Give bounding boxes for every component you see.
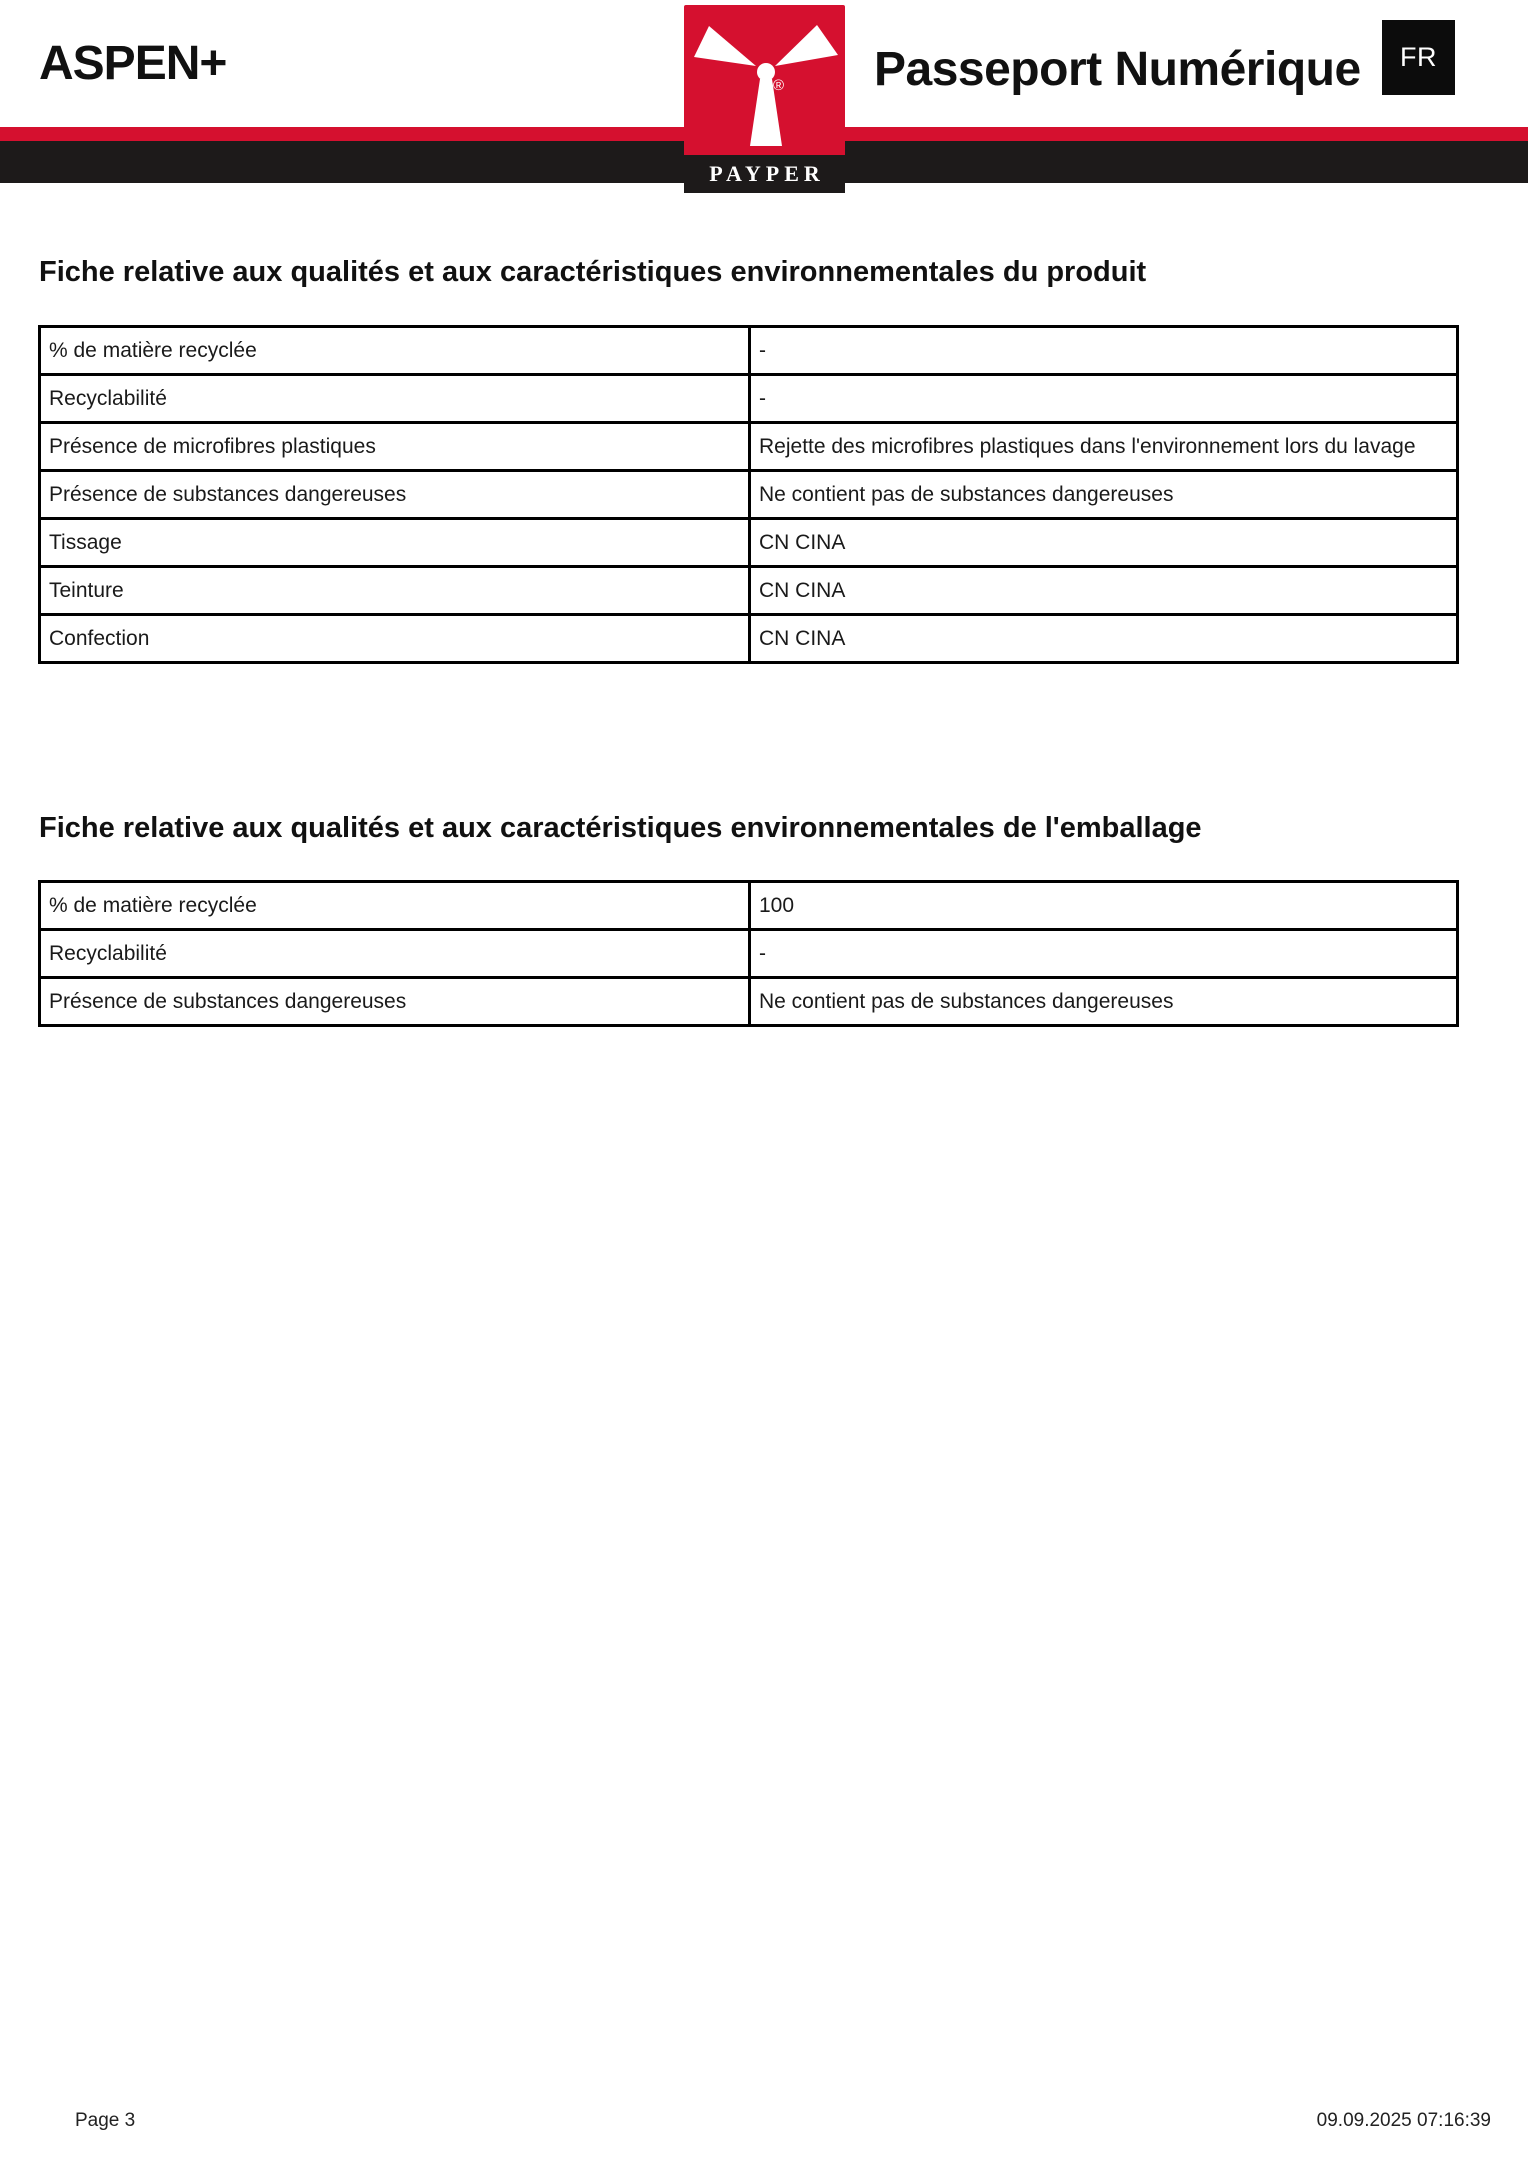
payper-wordmark: PAYPER: [684, 155, 845, 193]
row-value: CN CINA: [750, 519, 1458, 567]
table-row: [40, 567, 1458, 615]
table-row: [40, 882, 1458, 930]
table-row: [40, 978, 1458, 1026]
row-label: % de matière recyclée: [40, 882, 750, 930]
generation-timestamp: 09.09.2025 07:16:39: [1316, 2110, 1491, 2131]
windmill-icon: [684, 5, 845, 155]
row-value: CN CINA: [750, 567, 1458, 615]
row-value: -: [750, 375, 1458, 423]
row-label: Confection: [40, 615, 750, 663]
table-row: [40, 930, 1458, 978]
row-value: -: [750, 930, 1458, 978]
table-row: [40, 423, 1458, 471]
row-value: Ne contient pas de substances dangereuses: [750, 471, 1458, 519]
row-value: CN CINA: [750, 615, 1458, 663]
language-badge-label: FR: [1400, 42, 1437, 72]
table-row: [40, 519, 1458, 567]
svg-text:®: ®: [773, 77, 785, 94]
section-title-packaging: Fiche relative aux qualités et aux caractéristiques environnementales de l'emballage: [39, 812, 1202, 844]
packaging-environment-table: [38, 880, 1459, 1027]
table-row: [40, 471, 1458, 519]
section-title-product: Fiche relative aux qualités et aux caractéristiques environnementales du produit: [39, 256, 1147, 288]
row-value: -: [750, 327, 1458, 375]
table-row: [40, 327, 1458, 375]
table-row: [40, 375, 1458, 423]
product-environment-table: [38, 325, 1459, 664]
row-label: Tissage: [40, 519, 750, 567]
row-value: Rejette des microfibres plastiques dans l'environnement lors du lavage: [750, 423, 1458, 471]
row-value: Ne contient pas de substances dangereuses: [750, 978, 1458, 1026]
language-badge: [1382, 20, 1455, 95]
page-number: Page 3: [75, 2110, 136, 2131]
row-label: % de matière recyclée: [40, 327, 750, 375]
row-label: Présence de substances dangereuses: [40, 471, 750, 519]
table-row: [40, 615, 1458, 663]
row-value: 100: [750, 882, 1458, 930]
row-label: Teinture: [40, 567, 750, 615]
row-label: Présence de substances dangereuses: [40, 978, 750, 1026]
row-label: Recyclabilité: [40, 375, 750, 423]
row-label: Recyclabilité: [40, 930, 750, 978]
row-label: Présence de microfibres plastiques: [40, 423, 750, 471]
payper-logo: [684, 5, 845, 193]
page-title: Passeport Numérique: [874, 43, 1361, 96]
product-name: ASPEN+: [39, 37, 227, 90]
